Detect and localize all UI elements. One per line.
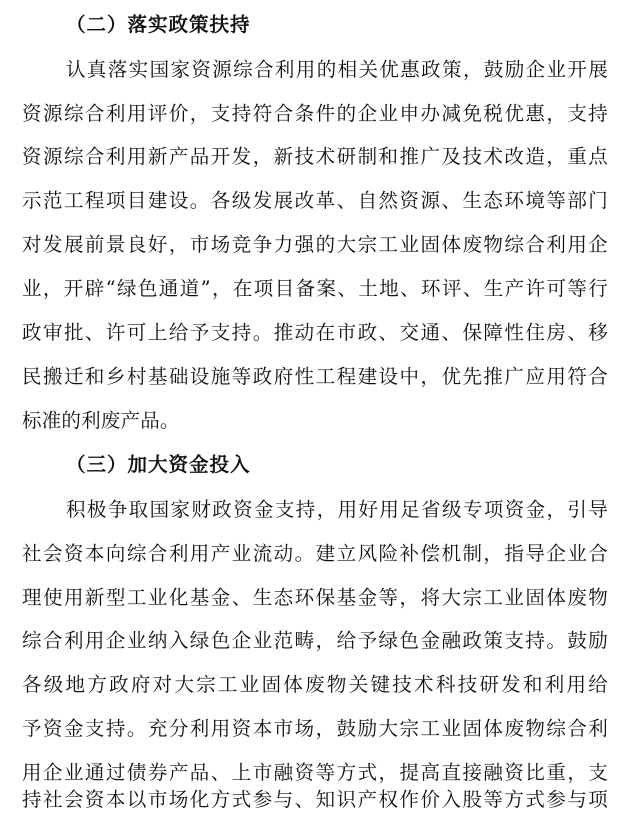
paragraph-line: 社会资本向综合利用产业流动。建立风险补偿机制，指导企业合	[22, 542, 608, 565]
paragraph-line: 认真落实国家资源综合利用的相关优惠政策，鼓励企业开展	[66, 58, 608, 81]
paragraph-line: 资源综合利用评价，支持符合条件的企业申办减免税优惠，支持	[22, 102, 608, 125]
paragraph-line: 各级地方政府对大宗工业固体废物关键技术科技研发和利用给	[22, 673, 608, 696]
paragraph-line: 用企业通过债券产品、上市融资等方式，提高直接融资比重，支	[22, 761, 608, 784]
paragraph-line: 业，开辟“绿色通道”，在项目备案、土地、环评、生产许可等行	[22, 277, 608, 300]
paragraph-line: 综合利用企业纳入绿色企业范畴，给予绿色金融政策支持。鼓励	[22, 629, 608, 652]
section-heading-policy-support: （二）落实政策扶持	[66, 13, 251, 36]
paragraph-line: 对发展前景良好，市场竞争力强的大宗工业固体废物综合利用企	[22, 233, 608, 256]
section-heading-funding: （三）加大资金投入	[66, 453, 251, 476]
paragraph-line: 持社会资本以市场化方式参与、知识产权作价入股等方式参与项	[22, 788, 608, 811]
paragraph-line: 标准的利废产品。	[22, 409, 180, 432]
paragraph-line: 予资金支持。充分利用资本市场，鼓励大宗工业固体废物综合利	[22, 717, 608, 740]
paragraph-line: 理使用新型工业化基金、生态环保基金等，将大宗工业固体废物	[22, 586, 608, 609]
paragraph-line: 积极争取国家财政资金支持，用好用足省级专项资金，引导	[66, 498, 608, 521]
paragraph-line: 资源综合利用新产品开发，新技术研制和推广及技术改造，重点	[22, 145, 608, 168]
paragraph-line: 示范工程项目建设。各级发展改革、自然资源、生态环境等部门	[22, 189, 608, 212]
paragraph-line: 民搬迁和乡村基础设施等政府性工程建设中，优先推广应用符合	[22, 365, 608, 388]
paragraph-line: 政审批、许可上给予支持。推动在市政、交通、保障性住房、移	[22, 321, 608, 344]
